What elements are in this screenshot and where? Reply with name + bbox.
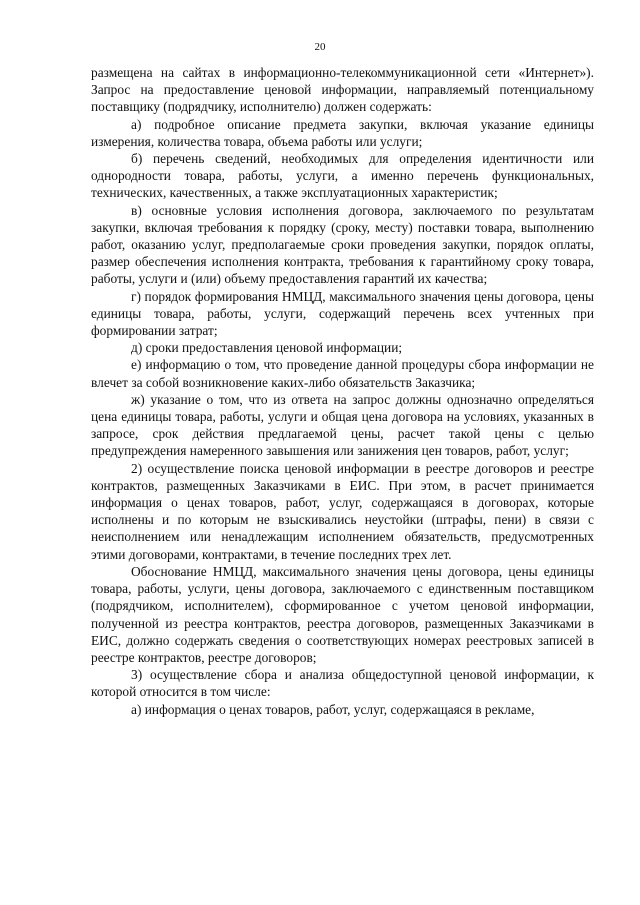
paragraph-item-a-advertising: а) информация о ценах товаров, работ, услуг, содержащаяся в рекламе, [131, 701, 535, 717]
paragraph-justification: Обоснование НМЦД, максимального значения цены договора, цены единицы товара, работы, услуги, цены договора, заключаемого с единственным поставщиком (подрядчиком, исполнителем), сформированное с учетом ценовой информации, полученной из реестра контрактов, реестра договоров, размещенных Заказчиками в ЕИС, должно содержать сведения о соответствующих номерах реестровых записей в реестре контрактов, реестре договоров; [91, 563, 594, 665]
paragraph-continuation: размещена на сайтах в информационно-телекоммуникационной сети «Интернет»). Запрос на предоставление ценовой информации, направляемый потенциальному поставщику (подрядчику, исполнителю) должен содержать: [91, 65, 594, 115]
page-number: 20 [314, 41, 326, 53]
paragraph-item-v: в) основные условия исполнения договора, заключаемого по результатам закупки, включая требования к порядку (сроку, месту) поставки товара, выполнению работ, оказанию услуг, предполагаемые сроки проведения закупки, порядок оплаты, размер обеспечения исполнения контракта, требования к гарантийному сроку товара, работы, услуги и (или) объему предоставления гарантий их качества; [91, 202, 594, 287]
paragraph-item-e: е) информацию о том, что проведение данной процедуры сбора информации не влечет за собой возникновение каких-либо обязательств Заказчика; [91, 357, 594, 390]
paragraph-item-a: а) подробное описание предмета закупки, включая указание единицы измерения, количества товара, объема работы или услуги; [91, 116, 594, 149]
paragraph-point-3: 3) осуществление сбора и анализа общедоступной ценовой информации, к которой относится в том числе: [91, 667, 594, 700]
paragraph-item-g: г) порядок формирования НМЦД, максимального значения цены договора, цены единицы товара, работы, услуги, содержащий перечень всех учтенных при формировании затрат; [91, 288, 594, 339]
paragraph-item-d: д) сроки предоставления ценовой информации; [131, 340, 403, 356]
paragraph-item-zh: ж) указание о том, что из ответа на запрос должны однозначно определяться цена единицы товара, работы, услуги и общая цена договора на условиях, указанных в запросе, срок действия предлагаемой цены, расчет такой цены с целью предупреждения намеренного завышения или занижения цен товаров, работ, услуг; [91, 391, 594, 459]
paragraph-item-b: б) перечень сведений, необходимых для определения идентичности или однородности товара, работы, услуги, а именно перечень функциональных, технических, качественных, а также эксплуатационных характеристик; [91, 151, 594, 201]
document-body [91, 64, 594, 718]
paragraph-point-2: 2) осуществление поиска ценовой информации в реестре договоров и реестре контрактов, размещенных Заказчиками в ЕИС. При этом, в расчет принимается информация о ценах товаров, работ, услуг, содержащаяся в договорах, которые исполнены и по которым не взыскивались неустойки (штрафы, пени) в связи с неисполнением или ненадлежащим исполнением обязательств, предусмотренных этими договорами, контрактами, в течение последних трех лет. [91, 460, 594, 562]
